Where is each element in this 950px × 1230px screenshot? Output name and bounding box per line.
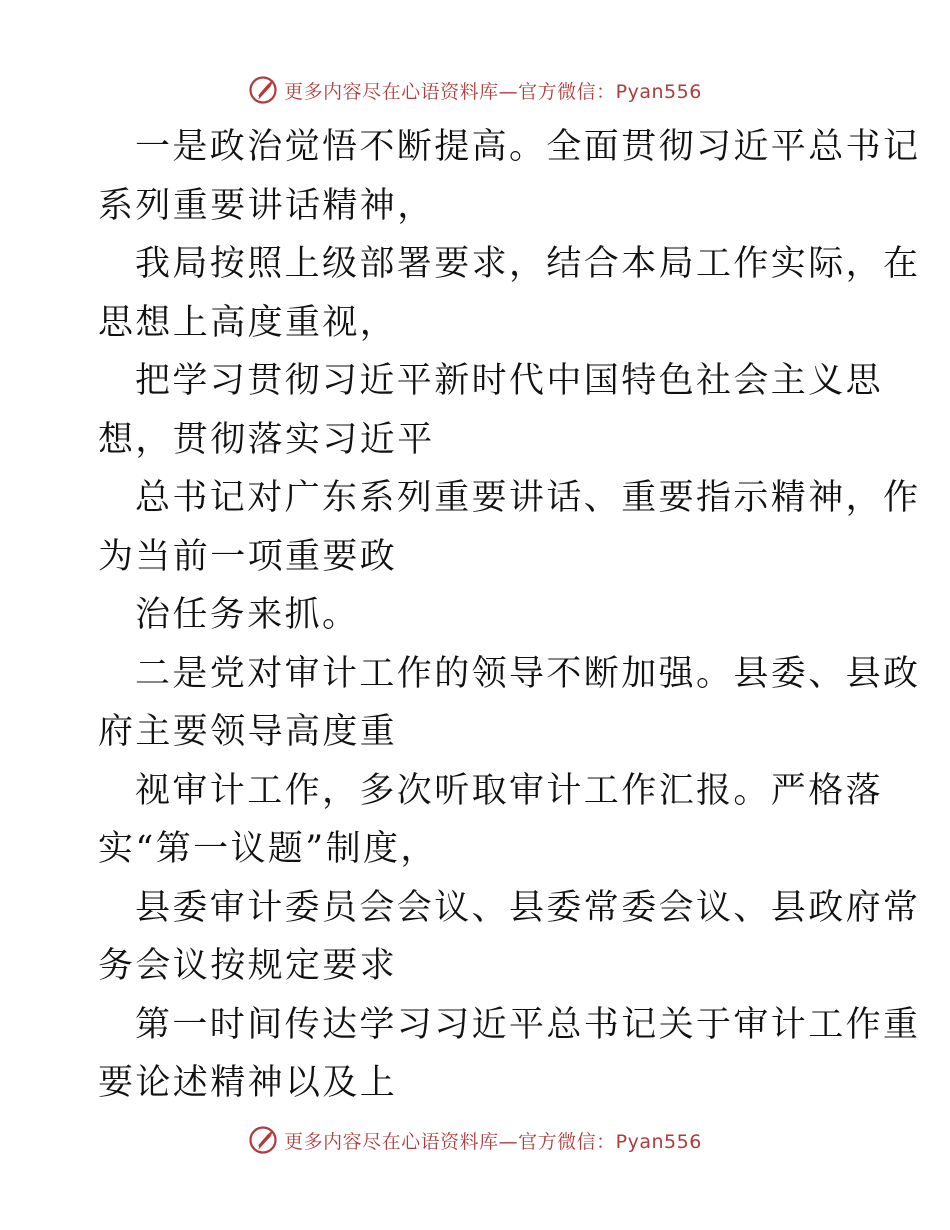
header-banner-text: 更多内容尽在心语资料库—官方微信：Pyan556: [284, 80, 702, 103]
paragraph-line: 视审计工作，多次听取审计工作汇报。严格落: [135, 770, 884, 811]
paragraph-line: 把学习贯彻习近平新时代中国特色社会主义思: [135, 361, 884, 401]
paragraph: [98, 879, 921, 996]
document-body: [98, 118, 921, 1113]
paragraph: [98, 996, 921, 1113]
paragraph-line: 系列重要讲话精神，: [98, 185, 435, 226]
paragraph-line: 为当前一项重要政: [98, 536, 398, 577]
footer-banner: [0, 1120, 950, 1160]
paragraph: [98, 235, 921, 352]
paragraph-line: 务会议按规定要求: [98, 946, 398, 986]
paragraph: [98, 118, 921, 235]
paragraph-line: 第一时间传达学习习近平总书记关于审计工作重: [135, 1004, 921, 1045]
quill-pen-logo-icon: [248, 1125, 278, 1155]
paragraph-line: 想，贯彻落实习近平: [98, 419, 435, 460]
paragraph-line: 治任务来抓。: [135, 595, 360, 635]
paragraph-line: 二是党对审计工作的领导不断加强。县委、县政: [135, 653, 921, 694]
footer-banner-text: 更多内容尽在心语资料库—官方微信：Pyan556: [284, 1130, 702, 1153]
paragraph-line: 府主要领导高度重: [98, 712, 398, 752]
paragraph-line: 县委审计委员会会议、县委常委会议、县政府常: [135, 887, 921, 928]
paragraph: [98, 586, 858, 645]
paragraph-line: 实“第一议题”制度，: [98, 829, 438, 869]
paragraph: [98, 352, 884, 469]
paragraph-line: 我局按照上级部署要求，结合本局工作实际，在: [135, 244, 921, 284]
paragraph-line: 要论述精神以及上: [98, 1063, 398, 1103]
header-banner: [0, 70, 950, 110]
paragraph: [98, 469, 921, 586]
paragraph: [98, 762, 884, 879]
paragraph-line: 思想上高度重视，: [98, 302, 398, 343]
paragraph: [98, 645, 921, 762]
paragraph-line: 一是政治觉悟不断提高。全面贯彻习近平总书记: [135, 127, 921, 167]
quill-pen-logo-icon: [248, 75, 278, 105]
paragraph-line: 总书记对广东系列重要讲话、重要指示精神，作: [135, 478, 921, 518]
